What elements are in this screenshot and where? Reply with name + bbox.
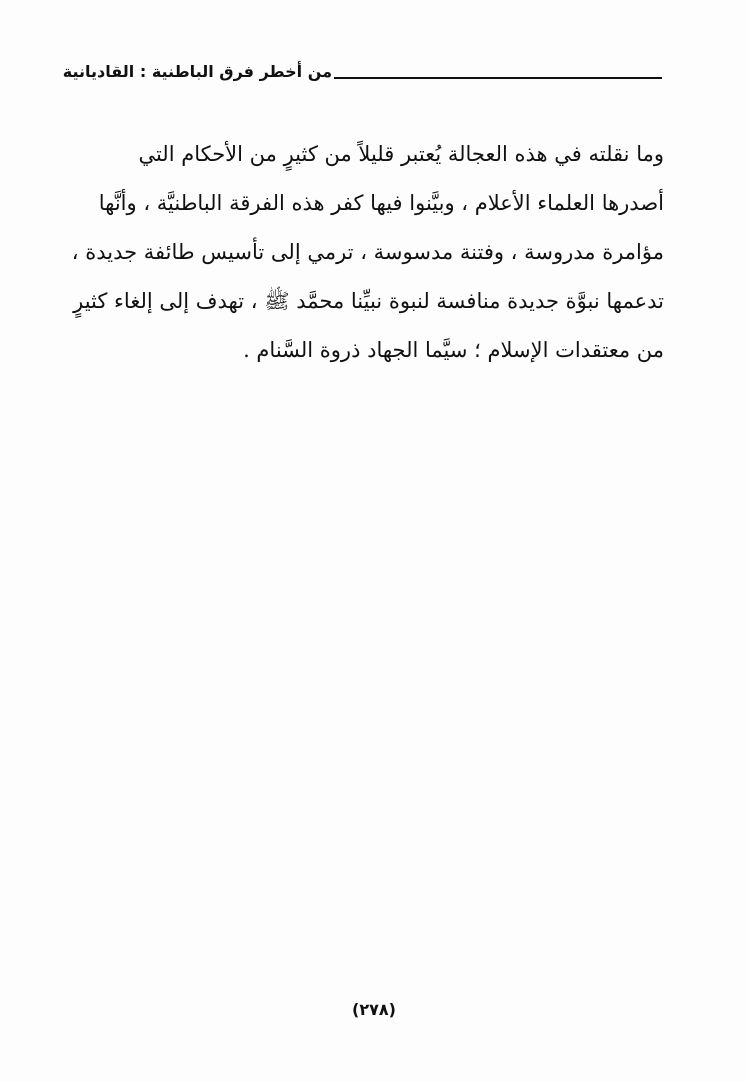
paragraph-line: تدعمها نبوَّة جديدة منافسة لنبوة نبيِّنا محمَّد ﷺ ، تهدف إلى إلغاء كثيرٍ [73,289,664,313]
header-rule [334,77,662,79]
paragraph-line: من معتقدات الإسلام ؛ سيَّما الجهاد ذروة السَّنام . [243,338,664,362]
running-header-title: من أخطر فرق الباطنية : القاديانية [62,62,332,81]
main-paragraph [71,130,664,375]
running-header [62,60,662,90]
paragraph-line: وما نقلته في هذه العجالة يُعتبر قليلاً من كثيرٍ من الأحكام التي [138,142,664,166]
paragraph-line: أصدرها العلماء الأعلام ، وبيَّنوا فيها كفر هذه الفرقة الباطنيَّة ، وأنَّها [98,191,664,215]
page-number: (٢٧٨) [352,1000,396,1019]
paragraph-line: مؤامرة مدروسة ، وفتنة مدسوسة ، ترمي إلى تأسيس طائفة جديدة ، [71,240,664,264]
